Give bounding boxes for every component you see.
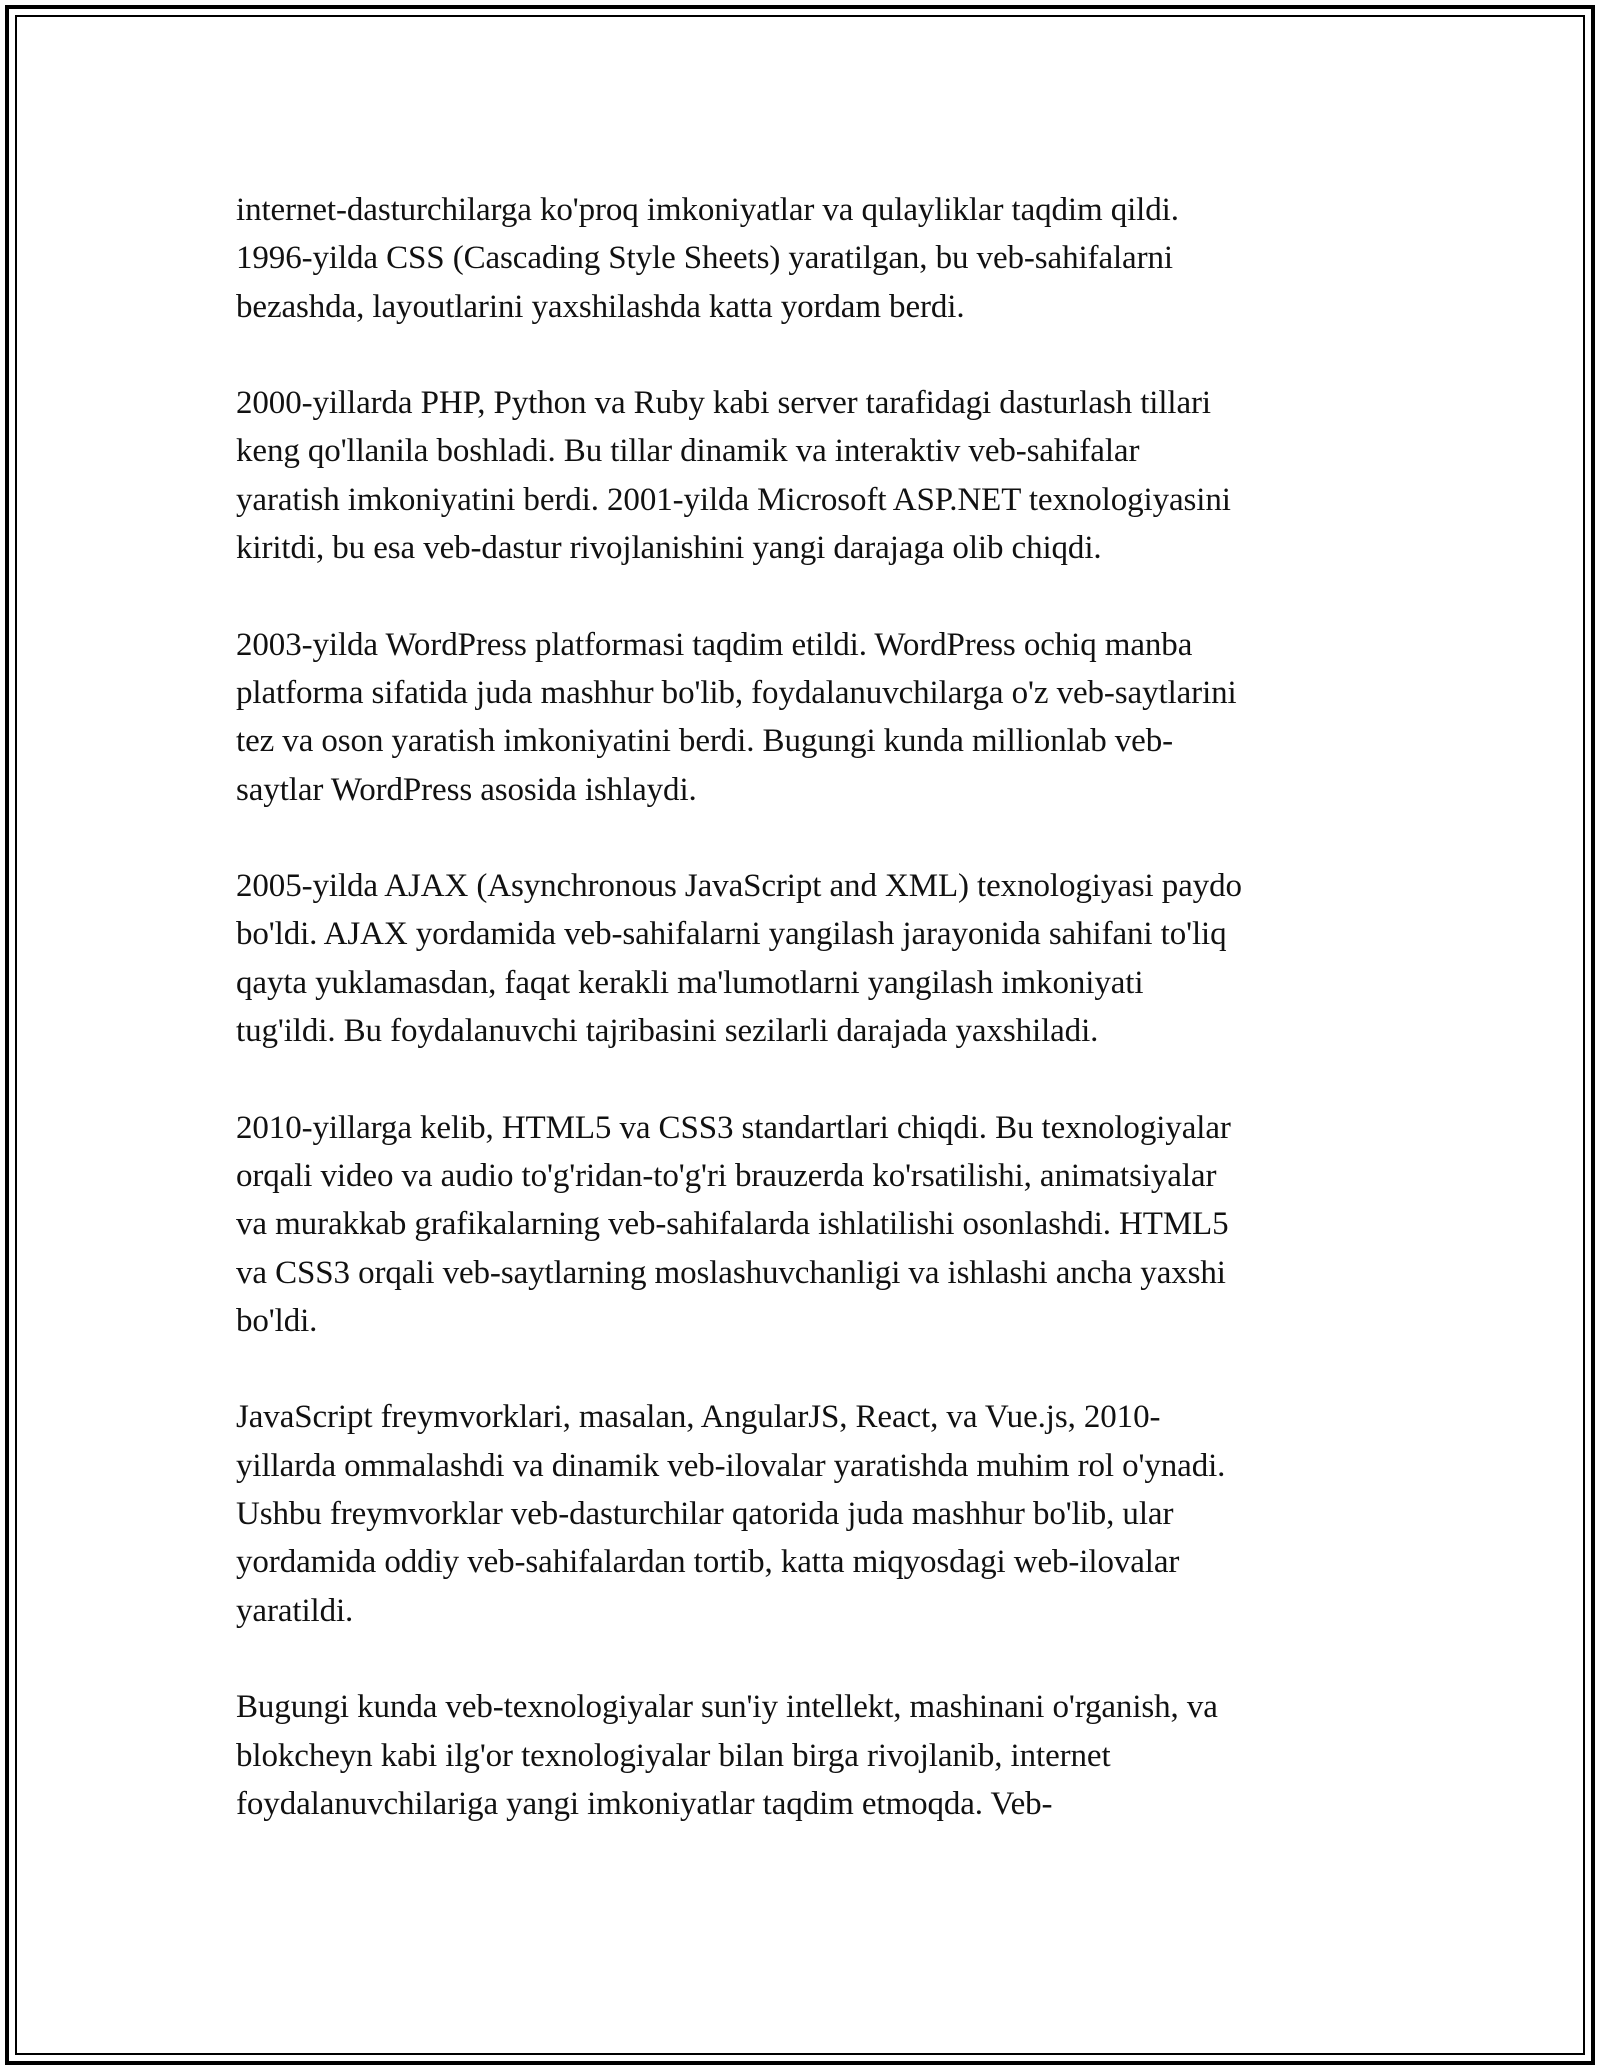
text-line: foydalanuvchilariga yangi imkoniyatlar taqdim etmoqda. Veb- bbox=[236, 1785, 1053, 1822]
text-line: Ushbu freymvorklar veb-dasturchilar qatorida juda mashhur bo'lib, ular bbox=[236, 1496, 1174, 1533]
text-line: va CSS3 orqali veb-saytlarning moslashuvchanligi va ishlashi ancha yaxshi bbox=[236, 1254, 1226, 1291]
text-line: bo'ldi. bbox=[236, 1302, 318, 1339]
text-line: platforma sifatida juda mashhur bo'lib, foydalanuvchilarga o'z veb-saytlarini bbox=[236, 674, 1237, 711]
paragraph bbox=[236, 186, 1376, 331]
paragraph bbox=[236, 1683, 1376, 1828]
text-line: yaratildi. bbox=[236, 1592, 354, 1629]
paragraph bbox=[236, 1393, 1376, 1634]
text-line: Bugungi kunda veb-texnologiyalar sun'iy intellekt, mashinani o'rganish, va bbox=[236, 1689, 1218, 1726]
text-line: 2003-yilda WordPress platformasi taqdim etildi. WordPress ochiq manba bbox=[236, 626, 1193, 663]
text-line: kiritdi, bu esa veb-dastur rivojlanishini yangi darajaga olib chiqdi. bbox=[236, 530, 1102, 567]
text-line: tug'ildi. Bu foydalanuvchi tajribasini sezilarli darajada yaxshiladi. bbox=[236, 1013, 1099, 1050]
text-line: qayta yuklamasdan, faqat kerakli ma'lumotlarni yangilash imkoniyati bbox=[236, 964, 1144, 1001]
paragraph bbox=[236, 621, 1376, 814]
text-line: tez va oson yaratish imkoniyatini berdi. Bugungi kunda millionlab veb- bbox=[236, 723, 1173, 760]
text-line: internet-dasturchilarga ko'proq imkoniyatlar va qulayliklar taqdim qildi. bbox=[236, 192, 1179, 228]
text-line: yaratish imkoniyatini berdi. 2001-yilda Microsoft ASP.NET texnologiyasini bbox=[236, 481, 1231, 518]
paragraph bbox=[236, 862, 1376, 1055]
text-line: saytlar WordPress asosida ishlaydi. bbox=[236, 771, 697, 808]
text-line: bezashda, layoutlarini yaxshilashda katta yordam berdi. bbox=[236, 288, 965, 325]
text-line: 2000-yillarda PHP, Python va Ruby kabi server tarafidagi dasturlash tillari bbox=[236, 385, 1211, 422]
paragraph bbox=[236, 379, 1376, 572]
text-line: blokcheyn kabi ilg'or texnologiyalar bilan birga rivojlanib, internet bbox=[236, 1737, 1111, 1774]
text-line: 1996-yilda CSS (Cascading Style Sheets) yaratilgan, bu veb-sahifalarni bbox=[236, 240, 1173, 277]
document-body bbox=[236, 186, 1376, 1828]
text-line: orqali video va audio to'g'ridan-to'g'ri brauzerda ko'rsatilishi, animatsiyalar bbox=[236, 1157, 1217, 1194]
text-line: keng qo'llanila boshladi. Bu tillar dinamik va interaktiv veb-sahifalar bbox=[236, 433, 1140, 470]
text-line: yordamida oddiy veb-sahifalardan tortib, katta miqyosdagi web-ilovalar bbox=[236, 1544, 1180, 1581]
text-line: 2005-yilda AJAX (Asynchronous JavaScript and XML) texnologiyasi paydo bbox=[236, 868, 1242, 905]
text-line: 2010-yillarga kelib, HTML5 va CSS3 standartlari chiqdi. Bu texnologiyalar bbox=[236, 1109, 1231, 1146]
paragraph bbox=[236, 1104, 1376, 1345]
text-line: va murakkab grafikalarning veb-sahifalarda ishlatilishi osonlashdi. HTML5 bbox=[236, 1206, 1229, 1243]
text-line: JavaScript freymvorklari, masalan, AngularJS, React, va Vue.js, 2010- bbox=[236, 1399, 1161, 1436]
text-line: yillarda ommalashdi va dinamik veb-ilovalar yaratishda muhim rol o'ynadi. bbox=[236, 1447, 1226, 1484]
text-line: bo'ldi. AJAX yordamida veb-sahifalarni yangilash jarayonida sahifani to'liq bbox=[236, 916, 1227, 953]
